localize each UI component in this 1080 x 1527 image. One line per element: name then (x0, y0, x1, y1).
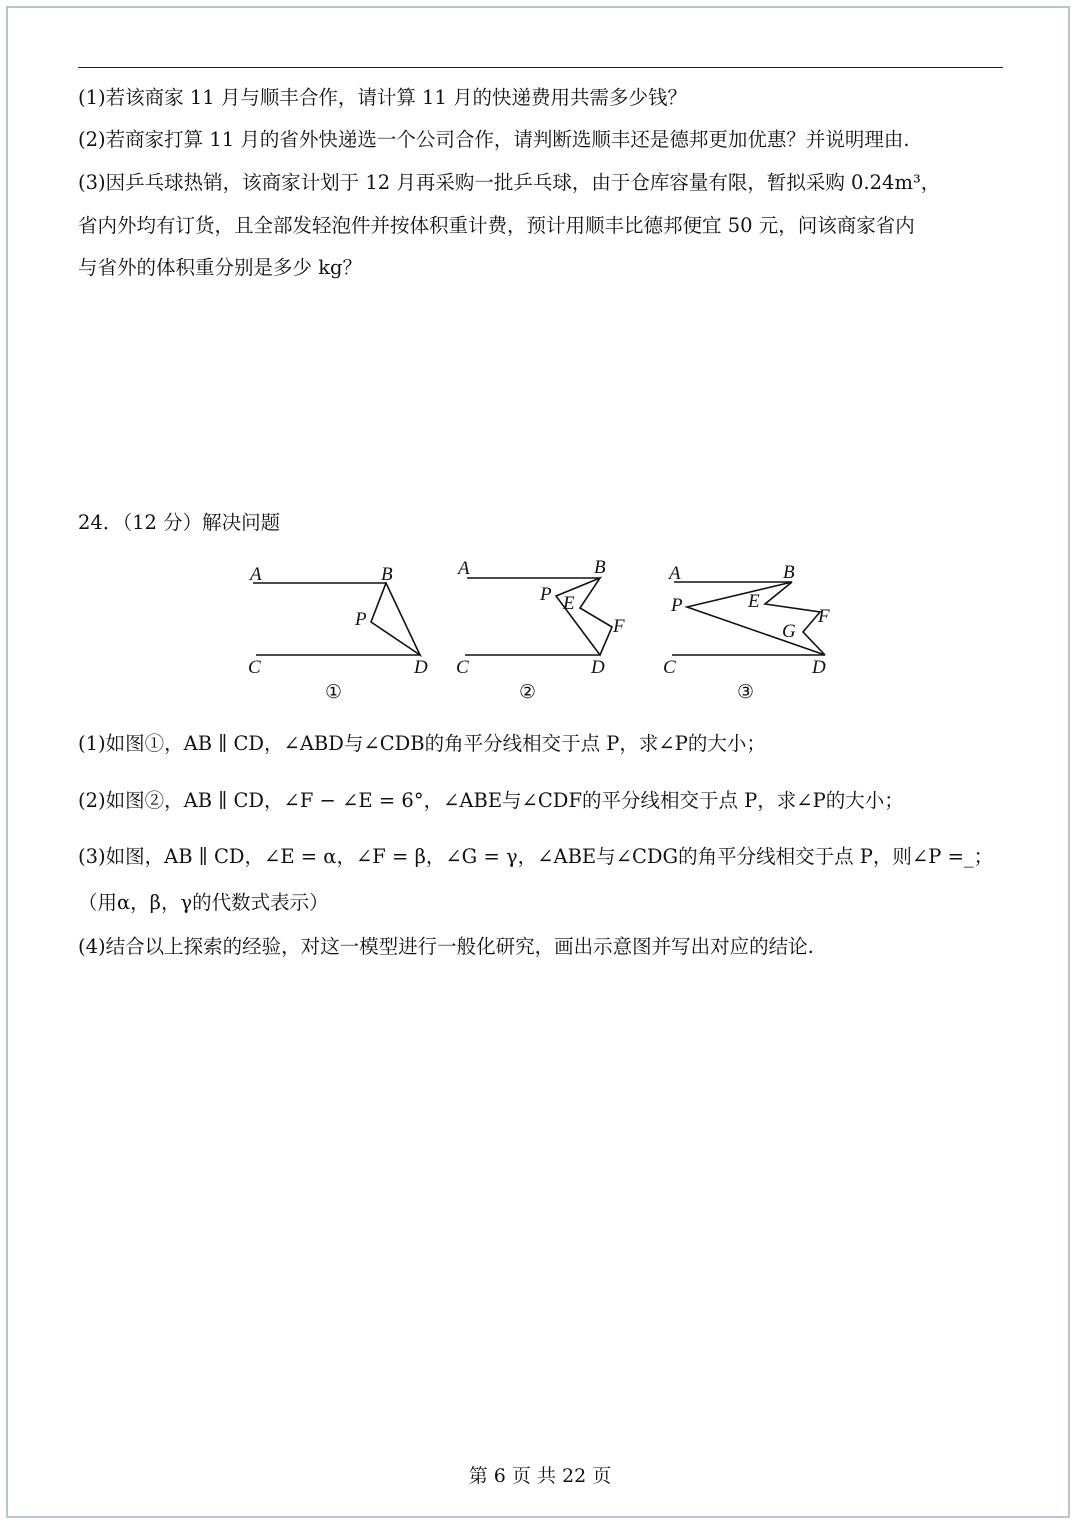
figure-2 (456, 557, 625, 703)
q23-part1: (1)若该商家 11 月与顺丰合作，请计算 11 月的快递费用共需多少钱？ (78, 86, 688, 109)
polygon-pbefd (556, 578, 612, 655)
q24-part4: (4)结合以上探索的经验，对这一模型进行一般化研究，画出示意图并写出对应的结论. (78, 935, 814, 958)
q24-part2: (2)如图②，AB ∥ CD，∠F − ∠E = 6°，∠ABE与∠CDF的平分线相交于点 P，求∠P的大小； (78, 789, 904, 812)
label-a: A (669, 563, 681, 584)
q23-part3-line3: 与省外的体积重分别是多少 kg？ (78, 256, 362, 279)
geometry-figures (0, 0, 1080, 720)
q24-part1: (1)如图①，AB ∥ CD，∠ABD与∠CDB的角平分线相交于点 P，求∠P的大小； (78, 732, 766, 755)
label-a: A (250, 564, 262, 585)
q24-part3-line2: （用α，β，γ的代数式表示） (78, 891, 329, 914)
caption-3: ③ (737, 682, 755, 703)
label-g: G (782, 621, 796, 642)
label-c: C (456, 657, 469, 678)
label-c: C (663, 657, 676, 678)
label-d: D (591, 657, 605, 678)
q23-part3-line2: 省内外均有订货，且全部发轻泡件并按体积重计费，预计用顺丰比德邦便宜 50 元，问该商家省内 (78, 214, 915, 237)
label-d: D (812, 657, 826, 678)
caption-2: ② (519, 682, 537, 703)
caption-1: ① (325, 682, 343, 703)
label-f: F (818, 606, 830, 627)
page-number: 第 6 页 共 22 页 (468, 1465, 612, 1487)
label-f: F (613, 616, 625, 637)
label-p: P (355, 609, 367, 630)
label-e: E (748, 591, 760, 612)
label-b: B (783, 562, 795, 583)
label-a: A (458, 558, 470, 579)
q24-part3-line1: (3)如图，AB ∥ CD，∠E = α，∠F = β，∠G = γ，∠ABE与∠CDG的角平分线相交于点 P，则∠P =_； (78, 845, 994, 868)
label-b: B (381, 564, 393, 585)
label-e: E (563, 593, 575, 614)
q23-part3-line1: (3)因乒乓球热销，该商家计划于 12 月再采购一批乒乓球，由于仓库容量有限，暂拟采购 0.24m³， (78, 171, 941, 194)
label-p: P (540, 584, 552, 605)
figure-3 (663, 562, 830, 703)
figure-1 (248, 564, 428, 703)
label-p: P (671, 595, 683, 616)
label-c: C (248, 657, 261, 678)
label-b: B (594, 557, 606, 578)
triangle-bpd (371, 583, 420, 655)
q23-part2: (2)若商家打算 11 月的省外快递选一个公司合作，请判断选顺丰还是德邦更加优惠？并说明理由. (78, 128, 910, 151)
label-d: D (414, 657, 428, 678)
q24-heading: 24．（12 分）解决问题 (78, 511, 281, 534)
